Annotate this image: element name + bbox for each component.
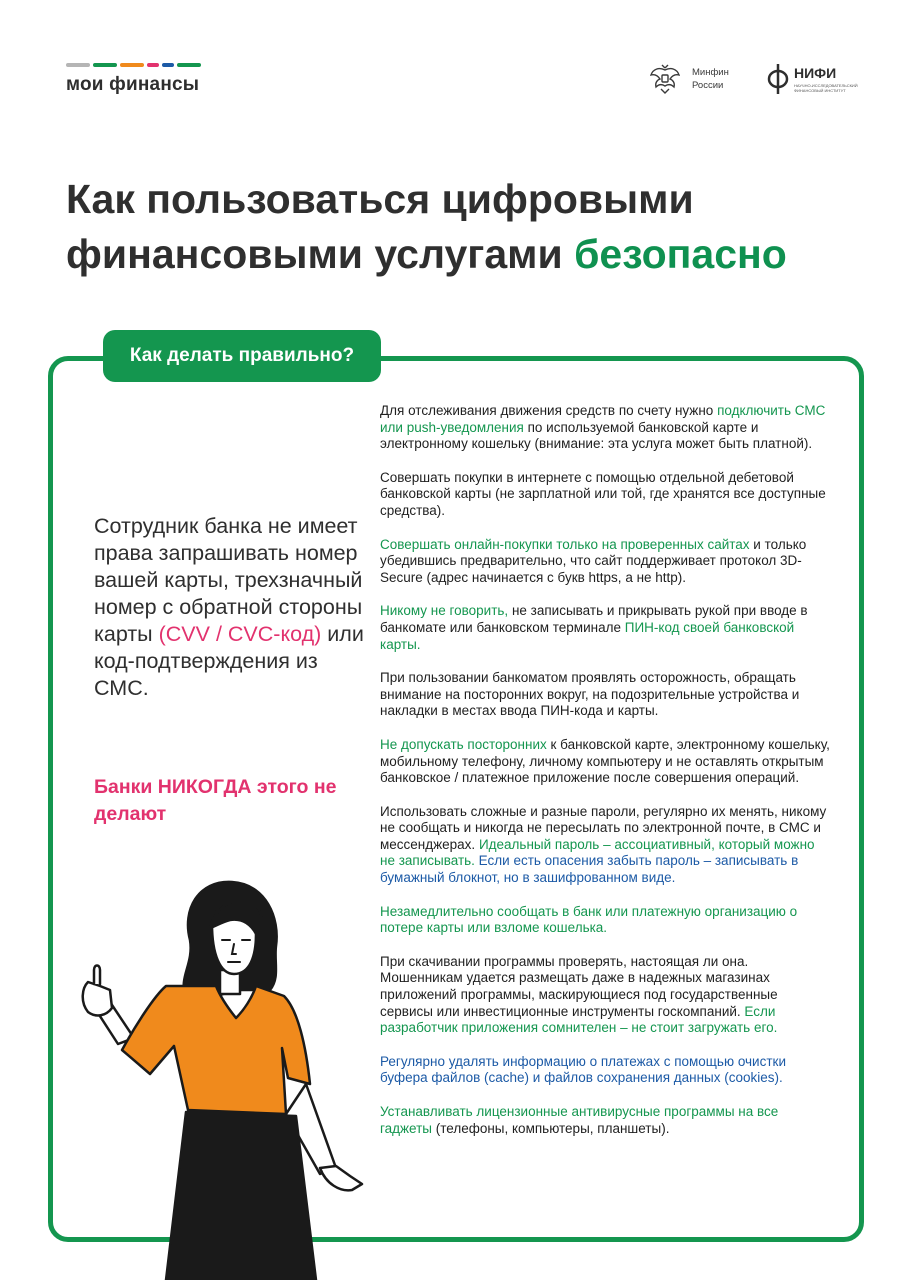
- minfin-line2: России: [692, 80, 724, 91]
- brand-stripe: [147, 63, 159, 67]
- rule-segment: ПИН-код своей банковской карты.: [380, 619, 795, 652]
- rule-segment: Устанавливать лицензионные антивирусные программы на все гаджеты: [380, 1104, 779, 1136]
- nifi-logo: [766, 62, 876, 96]
- brand-name: мои финансы: [66, 74, 200, 95]
- rule-segment: Использовать сложные и разные пароли, регулярно их менять, никому не сообщать и никогда не пересылать по электронной почте, в СМС и мессенджерах.: [380, 803, 827, 852]
- minfin-label: [692, 66, 729, 92]
- rule-segment: При скачивании программы проверять, настоящая ли она. Мошенникам удается размещать даже в надежных магазинах приложений программы, маскирующиеся под государственные сервисы или инвестиционные инструменты госкомпаний.: [380, 953, 778, 1019]
- rule-item: [380, 603, 830, 653]
- brand-stripes: [66, 63, 201, 67]
- title-line2-main: финансовыми услугами: [66, 231, 575, 277]
- brand-stripe: [177, 63, 201, 67]
- title-line1: Как пользоваться цифровыми: [66, 176, 694, 222]
- rule-segment: При пользовании банкоматом проявлять осторожность, обращать внимание на посторонних вокруг, на подозрительные устройства и накладки в местах ввода ПИН-кода и карты.: [380, 670, 800, 719]
- rule-item: [380, 1054, 830, 1087]
- rule-segment: Не допускать посторонних: [380, 736, 547, 752]
- eagle-emblem-icon: [648, 62, 682, 96]
- rule-segment: Идеальный пароль – ассоциативный, который можно не записывать.: [380, 836, 815, 869]
- rule-segment: к банковской карте, электронному кошельку, мобильному телефону, личному компьютеру и не оставлять открытым банковское / платежное приложение после совершения операций.: [380, 736, 830, 786]
- title-accent: безопасно: [574, 231, 787, 277]
- rule-segment: подключить СМС или push-уведомления: [380, 403, 826, 435]
- brand-stripe: [66, 63, 90, 67]
- rule-segment: Если есть опасения забыть пароль – записывать в бумажный блокнот, но в зашифрованном виде.: [380, 853, 799, 886]
- minfin-logo: [648, 62, 729, 96]
- note-highlight: (CVV / CVC-код): [158, 622, 322, 646]
- rule-segment: Незамедлительно сообщать в банк или платежную организацию о потере карты или взломе кошелька.: [380, 903, 798, 936]
- minfin-line1: Минфин: [692, 67, 729, 78]
- rule-item: [380, 470, 830, 520]
- bank-employee-note: [94, 513, 369, 702]
- rule-segment: Никому не говорить,: [380, 603, 509, 619]
- rule-item: [380, 403, 830, 453]
- brand-stripe: [120, 63, 144, 67]
- nifi-name: НИФИ: [794, 64, 837, 81]
- rule-segment: Совершать покупки в интернете с помощью отдельной дебетовой банковской карты (не зарплатной или той, где хранятся все доступные средства).: [380, 469, 826, 518]
- rule-item: [380, 670, 830, 720]
- rule-segment: и только убедившись предварительно, что сайт поддерживает протокол 3D-Secure (адрес начинается с букв https, а не http).: [380, 536, 807, 585]
- phi-icon: [766, 62, 790, 96]
- rule-segment: Для отслеживания движения средств по счету нужно: [380, 403, 718, 418]
- rule-segment: Если разработчик приложения сомнителен – не стоит загружать его.: [380, 1003, 778, 1036]
- note-text-after: или код-подтверждения из СМС.: [94, 622, 364, 700]
- page-title: [66, 172, 866, 282]
- rule-item: [380, 954, 830, 1037]
- rule-segment: не записывать и прикрывать рукой при вводе в банкомате или банковском терминале: [380, 603, 808, 635]
- rule-segment: Регулярно удалять информацию о платежах с помощью очистки буфера файлов (cache) и файлов сохранения данных (cookies).: [380, 1053, 786, 1086]
- rule-segment: по используемой банковской карте и электронному кошельку (внимание: эта услуга может быть платной).: [380, 419, 813, 452]
- brand-logo: [66, 63, 201, 96]
- note-text-before: Сотрудник банка не имеет права запрашивать номер вашей карты, трехзначный номер с обратной стороны карты: [94, 514, 363, 646]
- rule-segment: Совершать онлайн-покупки только на проверенных сайтах: [380, 536, 750, 552]
- section-tab: Как делать правильно?: [103, 330, 381, 382]
- rule-segment: (телефоны, компьютеры, планшеты).: [432, 1120, 670, 1136]
- banks-never-warning: Банки НИКОГДА этого не делают: [94, 776, 337, 825]
- rule-item: [380, 737, 830, 787]
- nifi-subtitle: НАУЧНО-ИССЛЕДОВАТЕЛЬСКИЙ ФИНАНСОВЫЙ ИНСТИТУТ: [794, 82, 858, 93]
- rules-list: [380, 403, 830, 1154]
- rule-item: [380, 804, 830, 887]
- rule-item: [380, 904, 830, 937]
- woman-illustration: [70, 878, 370, 1280]
- rule-item: [380, 537, 830, 587]
- brand-stripe: [93, 63, 117, 67]
- rule-item: [380, 1104, 830, 1137]
- title-line2: [66, 227, 866, 282]
- brand-stripe: [162, 63, 174, 67]
